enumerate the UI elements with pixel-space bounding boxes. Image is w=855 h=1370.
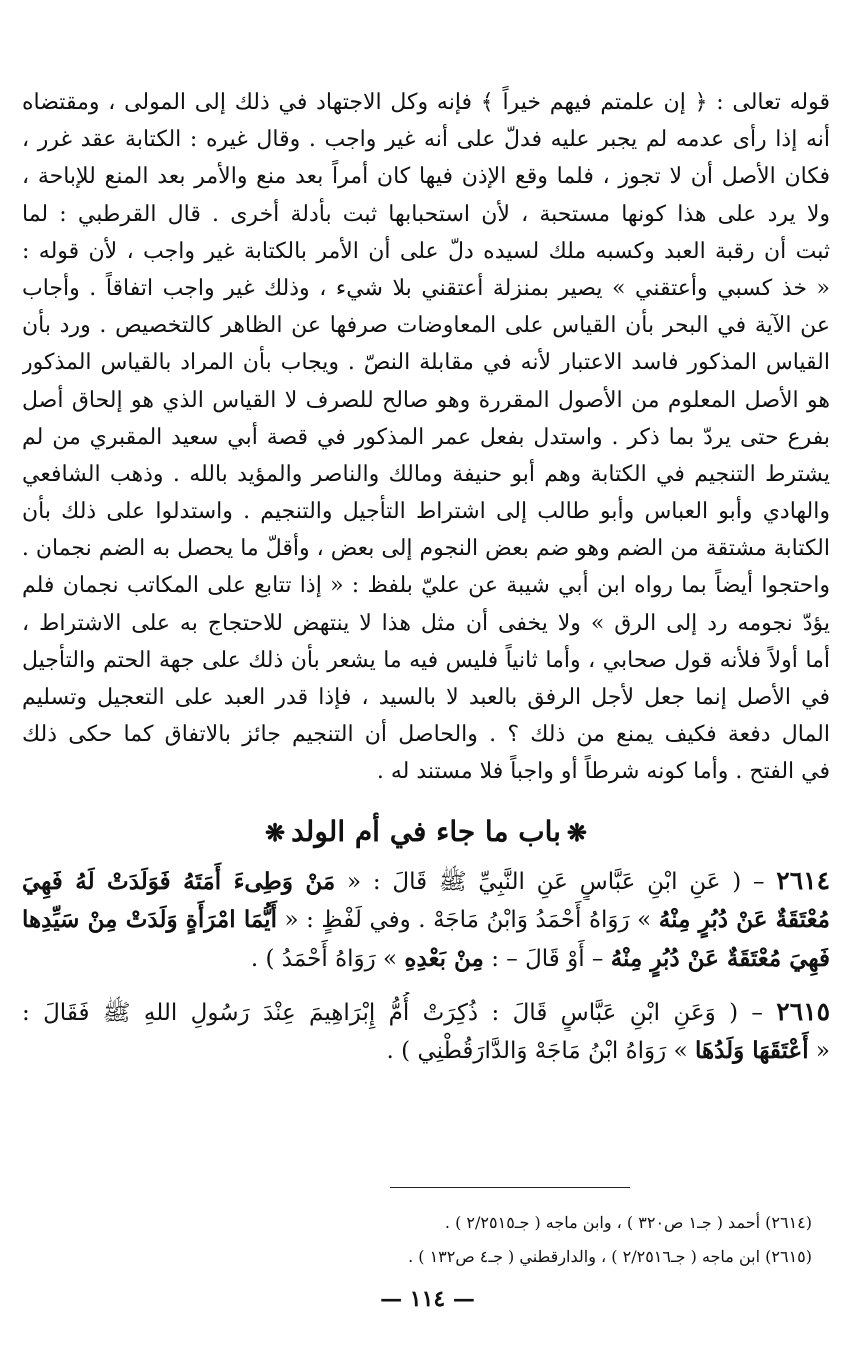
hadith-spacer — [22, 978, 830, 990]
section-title-text: باب ما جاء في أم الولد — [291, 814, 561, 848]
body-line: المال دفعة فكيف يمنع من ذلك ؟ . والحاصل أن التنجيم جائز بالاتفاق كما حكى ذلك — [22, 722, 830, 748]
body-line: « خذ كسبي وأعتقني » يصير بمنزلة أعتقني بلا شيء ، وذلك غير واجب اتفاقاً . وأجاب — [22, 275, 830, 301]
body-line: عن الآية في البحر بأن القياس على المعاوضات صرفها عن الظاهر كالتخصيص . ورد بأن — [22, 313, 830, 339]
footnote: (٢٦١٥) ابن ماجه ( جـ٢/٢٥١٦ ) ، والدارقطني ( جـ٤ ص١٣٢ ) . — [408, 1247, 812, 1266]
body-line: في الأصل إنما جعل لأجل الرفق بالعبد لا بالسيد ، فإذا قدر العبد على التعجيل وتسليم — [22, 685, 830, 710]
body-line: ثبت أن رقبة العبد وكسبه ملك لسيده دلّ على أن الأمر بالكتابة غير واجب ، لأن قوله : — [22, 238, 830, 264]
hadith-text-bold: فَهِيَ مُعْتَقَةٌ عَنْ دُبُرٍ مِنْهُ — [610, 944, 830, 972]
body-line: يؤدّ نجومه رد إلى الرق » ولا يخفى أن مثل هذا لا ينتهض للاحتجاج به على الاشتراط ، — [22, 610, 830, 636]
body-line: يشترط التنجيم في الكتابة وهم أبو حنيفة ومالك والناصر والمؤيد بالله . وذهب الشافعي — [22, 461, 830, 487]
hadith-2615 — [22, 992, 830, 1070]
ornament-star-icon: ❋ — [264, 818, 286, 848]
hadith-text: » رَوَاهُ ابْنُ مَاجَهْ وَالدَّارَقُطْنِي ) . — [386, 1037, 695, 1064]
hadith-text-bold: مُعْتَقَةٌ عَنْ دُبُرٍ مِنْهُ — [658, 905, 830, 933]
hadith-text-bold: أَعْتَقَهَا وَلَدُهَا — [694, 1036, 809, 1064]
body-line: واحتجوا أيضاً بما رواه ابن أبي شيبة عن عليّ بلفظ : « إذا تتابع على المكاتب نجمان فلم — [22, 573, 830, 599]
hadith-text-bold: أَيُّمَا امْرَأَةٍ وَلَدَتْ مِنْ سَيِّدِها — [22, 905, 277, 933]
body-line: في الفتح . وأما كونه شرطاً أو واجباً فلا مستند له . — [376, 759, 830, 785]
hadith-text-bold: مَنْ وَطِىءَ أَمَتَهُ فَوَلَدَتْ لَهُ فَهِيَ — [22, 867, 336, 895]
section-title — [22, 805, 830, 859]
body-line: ولا يرد على هذا كونها مستحبة ، لأن استحبابها ثبت بأدلة أخرى . قال القرطبي : لما — [22, 201, 830, 227]
body-line: فكان الأصل أن لا تجوز ، فلما وقع الإذن فيها كان أمراً بعد منع والأمر بعد المنع للإباحة ، — [22, 164, 830, 190]
hadith-text: « — [808, 1037, 830, 1064]
footnotes — [22, 1206, 830, 1274]
body-line: أما أولاً فلأنه قول صحابي ، وأما ثانياً فليس فيه ما يشعر بأن ذلك على جهة الحتم والتأجيل — [22, 647, 830, 673]
hadith-line — [22, 992, 830, 1031]
hadith-2614 — [22, 861, 830, 978]
body-line: الكتابة مشتقة من الضم وهو ضم بعض النجوم إلى بعض ، وأقلّ ما يحصل به الضم نجمان . — [22, 536, 830, 562]
main-text-block — [22, 84, 830, 1070]
hadith-line — [22, 1031, 830, 1070]
hadith-number: ٢٦١٤ — [776, 865, 830, 895]
hadith-text: – ( عَنِ ابْنِ عَبَّاسٍ عَنِ النَّبِيِّ ﷺ قَالَ : « — [335, 868, 765, 895]
body-line: أنه إذا رأى عدمه لم يجبر عليه فدلّ على أنه غير واجب . وقال غيره : الكتابة عقد غرر ، — [22, 127, 830, 153]
body-line: بفرع حتى يردّ بما ذكر . واستدل بفعل عمر المذكور في قصة أبي سعيد المقبري من لم — [22, 424, 830, 450]
body-line: هو الأصل المعلوم من الأصول المقررة وهو صالح للصرف لا القياس الذي هو إلحاق أصل — [22, 387, 830, 413]
hadith-line — [22, 900, 830, 939]
hadith-text: » رَوَاهُ أَحْمَدُ وَابْنُ مَاجَهْ . وفي لَفْظٍ : « — [276, 906, 659, 933]
footnote-divider — [390, 1187, 630, 1188]
body-line: قوله تعالى : ﴿ إن علمتم فيهم خيراً ﴾ فإنه وكل الاجتهاد في ذلك إلى المولى ، ومقتضاه — [22, 90, 830, 115]
hadith-text: – ( وَعَنِ ابْنِ عَبَّاسٍ قَالَ : ذُكِرَتْ أُمُّ إِبْرَاهِيمَ عِنْدَ رَسُولِ اللهِ ﷺ فَقَالَ : — [22, 999, 763, 1026]
body-line: القياس المذكور فاسد الاعتبار لأنه في مقابلة النصّ . ويجاب بأن المراد بالقياس المذكور — [22, 350, 830, 376]
footnote: (٢٦١٤) أحمد ( جـ١ ص٣٢٠ ) ، وابن ماجه ( جـ٢/٢٥١٥ ) . — [444, 1213, 812, 1232]
hadith-line — [22, 939, 830, 978]
ornament-star-icon: ❋ — [566, 818, 588, 848]
page-number: — ١١٤ — — [380, 1286, 475, 1312]
hadith-text-bold: مِنْ بَعْدِهِ — [404, 944, 484, 972]
body-line: والهادي وأبو العباس وأبو طالب إلى اشتراط التأجيل والتنجيم . واستدلوا على ذلك بأن — [22, 499, 830, 525]
hadith-text: » رَوَاهُ أَحْمَدُ ) . — [250, 945, 405, 972]
hadith-line — [22, 861, 830, 900]
hadith-number: ٢٦١٥ — [776, 996, 830, 1026]
hadith-text: – أَوْ قَالَ – : — [483, 945, 611, 972]
